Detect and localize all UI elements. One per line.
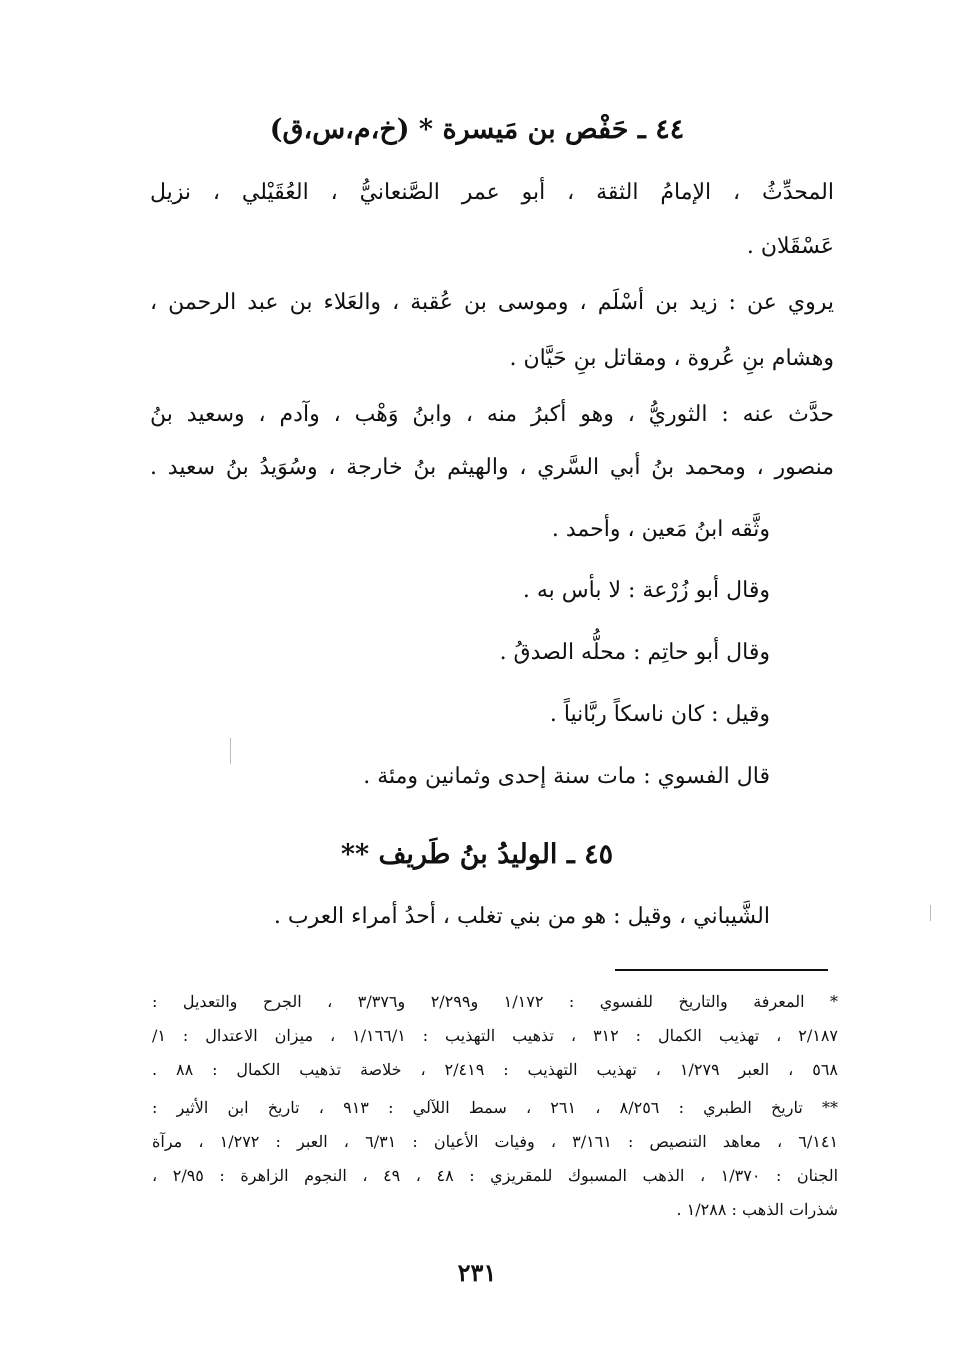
entry-45-line: الشَّيباني ، وقيل : هو من بني تغلب ، أحدُ أمراء العرب . xyxy=(273,904,770,929)
footnote-line: ٦/١٤١ ، معاهد التنصيص : ٣/١٦١ ، وفيات الأعيان : ٦/٣١ ، العبر : ١/٢٧٢ ، مرآة xyxy=(152,1132,839,1151)
scan-speck xyxy=(230,738,231,764)
scan-speck xyxy=(930,905,931,921)
entry-44-line: وقال أبو زُرْعة : لا بأس به . xyxy=(522,578,770,603)
footnote-line: الجنان : ١/٣٧٠ ، الذهب المسبوك للمقريزي : ٤٨ ، ٤٩ ، النجوم الزاهرة : ٢/٩٥ ، xyxy=(152,1166,839,1185)
footnote-line: ** تاريخ الطبري : ٨/٢٥٦ ، ٢٦١ ، سمط اللآلي : ٩١٣ ، تاريخ ابن الأثير : xyxy=(152,1098,838,1117)
entry-44-line: وقال أبو حاتِم : محلُّه الصدقُ . xyxy=(499,640,770,665)
footnote-divider xyxy=(615,969,828,971)
entry-44-line: وهشام بنِ عُروة ، ومقاتل بنِ حَيَّان . xyxy=(509,346,834,371)
entry-44-line: يروي عن : زيد بن أسْلَم ، وموسى بن عُقبة ، والعَلاء بن عبد الرحمن ، xyxy=(150,290,834,315)
entry-44-line: حدَّث عنه : الثوريُّ ، وهو أكبرُ منه ، وابنُ وَهْب ، وآدم ، وسعيد بنُ xyxy=(150,402,834,427)
entry-44-line: المحدِّثُ ، الإمامُ الثقة ، أبو عمر الصَّنعانيُّ ، العُقَيْلي ، نزيل xyxy=(150,180,834,205)
footnote-line: ٥٦٨ ، العبر ١/٢٧٩ ، تهذيب التهذيب : ٢/٤١٩ ، خلاصة تذهيب الكمال : ٨٨ . xyxy=(152,1060,839,1079)
entry-44-line: منصور ، ومحمد بنُ أبي السَّري ، والهيثم بنُ خارجة ، وسُوَيدُ بنُ سعيد . xyxy=(150,455,834,480)
entry-44-line: وثَّقه ابنُ مَعين ، وأحمد . xyxy=(551,517,770,542)
entry-44-line: عَسْقَلان . xyxy=(746,234,834,259)
entry-44-line: قال الفسوي : مات سنة إحدى وثمانين ومئة . xyxy=(363,764,770,789)
footnote-line: * المعرفة والتاريخ للفسوي : ١/١٧٢ و٢/٢٩٩ و٣/٣٧٦ ، الجرح والتعديل : xyxy=(152,992,839,1011)
entry-title-44: ٤٤ ـ حَفْص بن مَيسرة * (خ،م،س،ق) xyxy=(269,114,685,145)
entry-title-45: ٤٥ ـ الوليدُ بنُ طَريف ** xyxy=(340,839,614,870)
page-number: ٢٣١ xyxy=(457,1258,497,1287)
entry-44-line: وقيل : كان ناسكاً ربَّانياً . xyxy=(549,702,770,727)
footnote-line: ٢/١٨٧ ، تهذيب الكمال : ٣١٢ ، تذهيب التهذيب : ١/١٦٦/١ ، ميزان الاعتدال : ١/ xyxy=(152,1026,838,1045)
footnote-line: شذرات الذهب : ١/٢٨٨ . xyxy=(676,1200,838,1219)
